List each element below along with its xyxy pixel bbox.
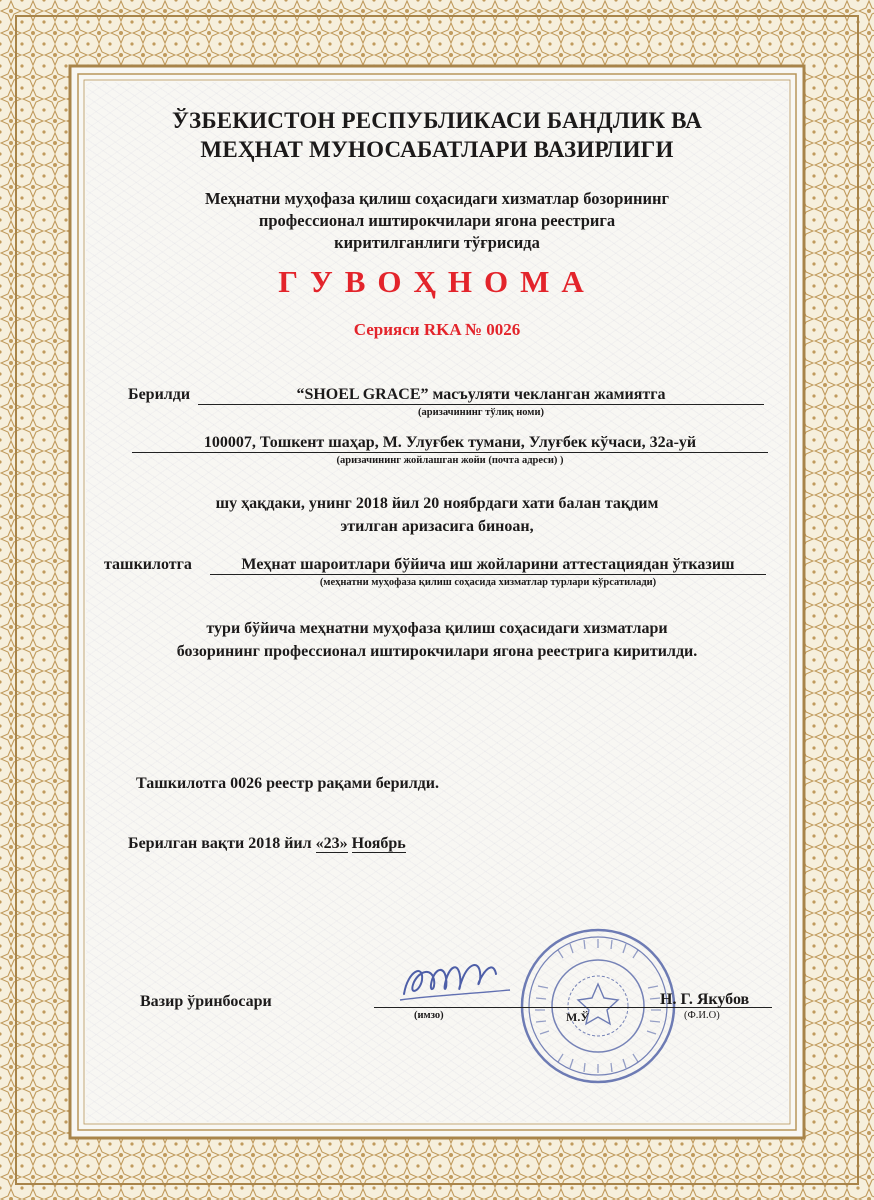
address-caption: (аризачининг жойлашган жойи (почта адреси) )	[336, 455, 564, 466]
name-caption: (Ф.И.О)	[684, 1010, 720, 1021]
basis-line1: шу ҳақдаки, унинг 2018 йил 20 ноябрдаги хати балан тақдим	[215, 495, 659, 512]
issue-date-prefix: Берилган вақти 2018 йил	[128, 835, 312, 852]
conclusion-line1: тури бўйича меҳнатни муҳофаза қилиш соҳасидаги хизматлари	[206, 620, 668, 637]
subtitle-line3: киритилганлиги тўғрисида	[334, 233, 540, 252]
issue-date-day: «23»	[315, 835, 348, 852]
signatory-position: Вазир ўринбосари	[140, 993, 272, 1010]
issued-to-caption: (аризачининг тўлиқ номи)	[417, 407, 545, 418]
ministry-title-line2: МЕҲНАТ МУНОСАБАТЛАРИ ВАЗИРЛИГИ	[200, 137, 674, 162]
subtitle-line1: Меҳнатни муҳофаза қилиш соҳасидаги хизматлар бозорининг	[205, 189, 669, 208]
conclusion-line2: бозорининг профессионал иштирокчилари ягона реестрига киритилди.	[176, 643, 698, 660]
issue-date-month: Ноябрь	[351, 835, 406, 852]
document-subtitle	[100, 188, 774, 254]
subtitle-line2: профессионал иштирокчилари ягона реестрига	[258, 211, 616, 230]
service-value: Меҳнат шароитлари бўйича иш жойларини аттестациядан ўтказиш	[210, 556, 766, 575]
service-caption: (меҳнатни муҳофаза қилиш соҳасида хизматлар турлари кўрсатилади)	[319, 577, 657, 588]
series-number: Серияси RKA № 0026	[353, 320, 521, 339]
service-label: ташкилотга	[104, 556, 192, 573]
document-title: ГУВОҲНОМА	[278, 264, 596, 299]
signature-caption: (имзо)	[414, 1010, 444, 1021]
ministry-title	[100, 106, 774, 164]
ministry-title-line1: ЎЗБЕКИСТОН РЕСПУБЛИКАСИ БАНДЛИК ВА	[171, 108, 703, 133]
basis-text	[100, 492, 774, 538]
signatory-name: Н. Г. Якубов	[660, 991, 750, 1008]
registry-text: Ташкилотга 0026 реестр рақами берилди.	[136, 775, 439, 792]
basis-line2: этилган аризасига биноан,	[340, 518, 534, 535]
issue-date	[128, 832, 406, 855]
issued-to-value: “SHOEL GRACE” масъуляти чекланган жамиятга	[198, 386, 764, 405]
official-seal	[518, 926, 678, 1086]
address-value: 100007, Тошкент шаҳар, М. Улуғбек тумани, Улуғбек кўчаси, 32а-уй	[132, 434, 768, 453]
issued-to-label: Берилди	[128, 386, 191, 403]
handwritten-signature	[398, 950, 518, 1010]
conclusion-text	[100, 617, 774, 663]
stamp-mark: М.Ў	[566, 1010, 590, 1024]
